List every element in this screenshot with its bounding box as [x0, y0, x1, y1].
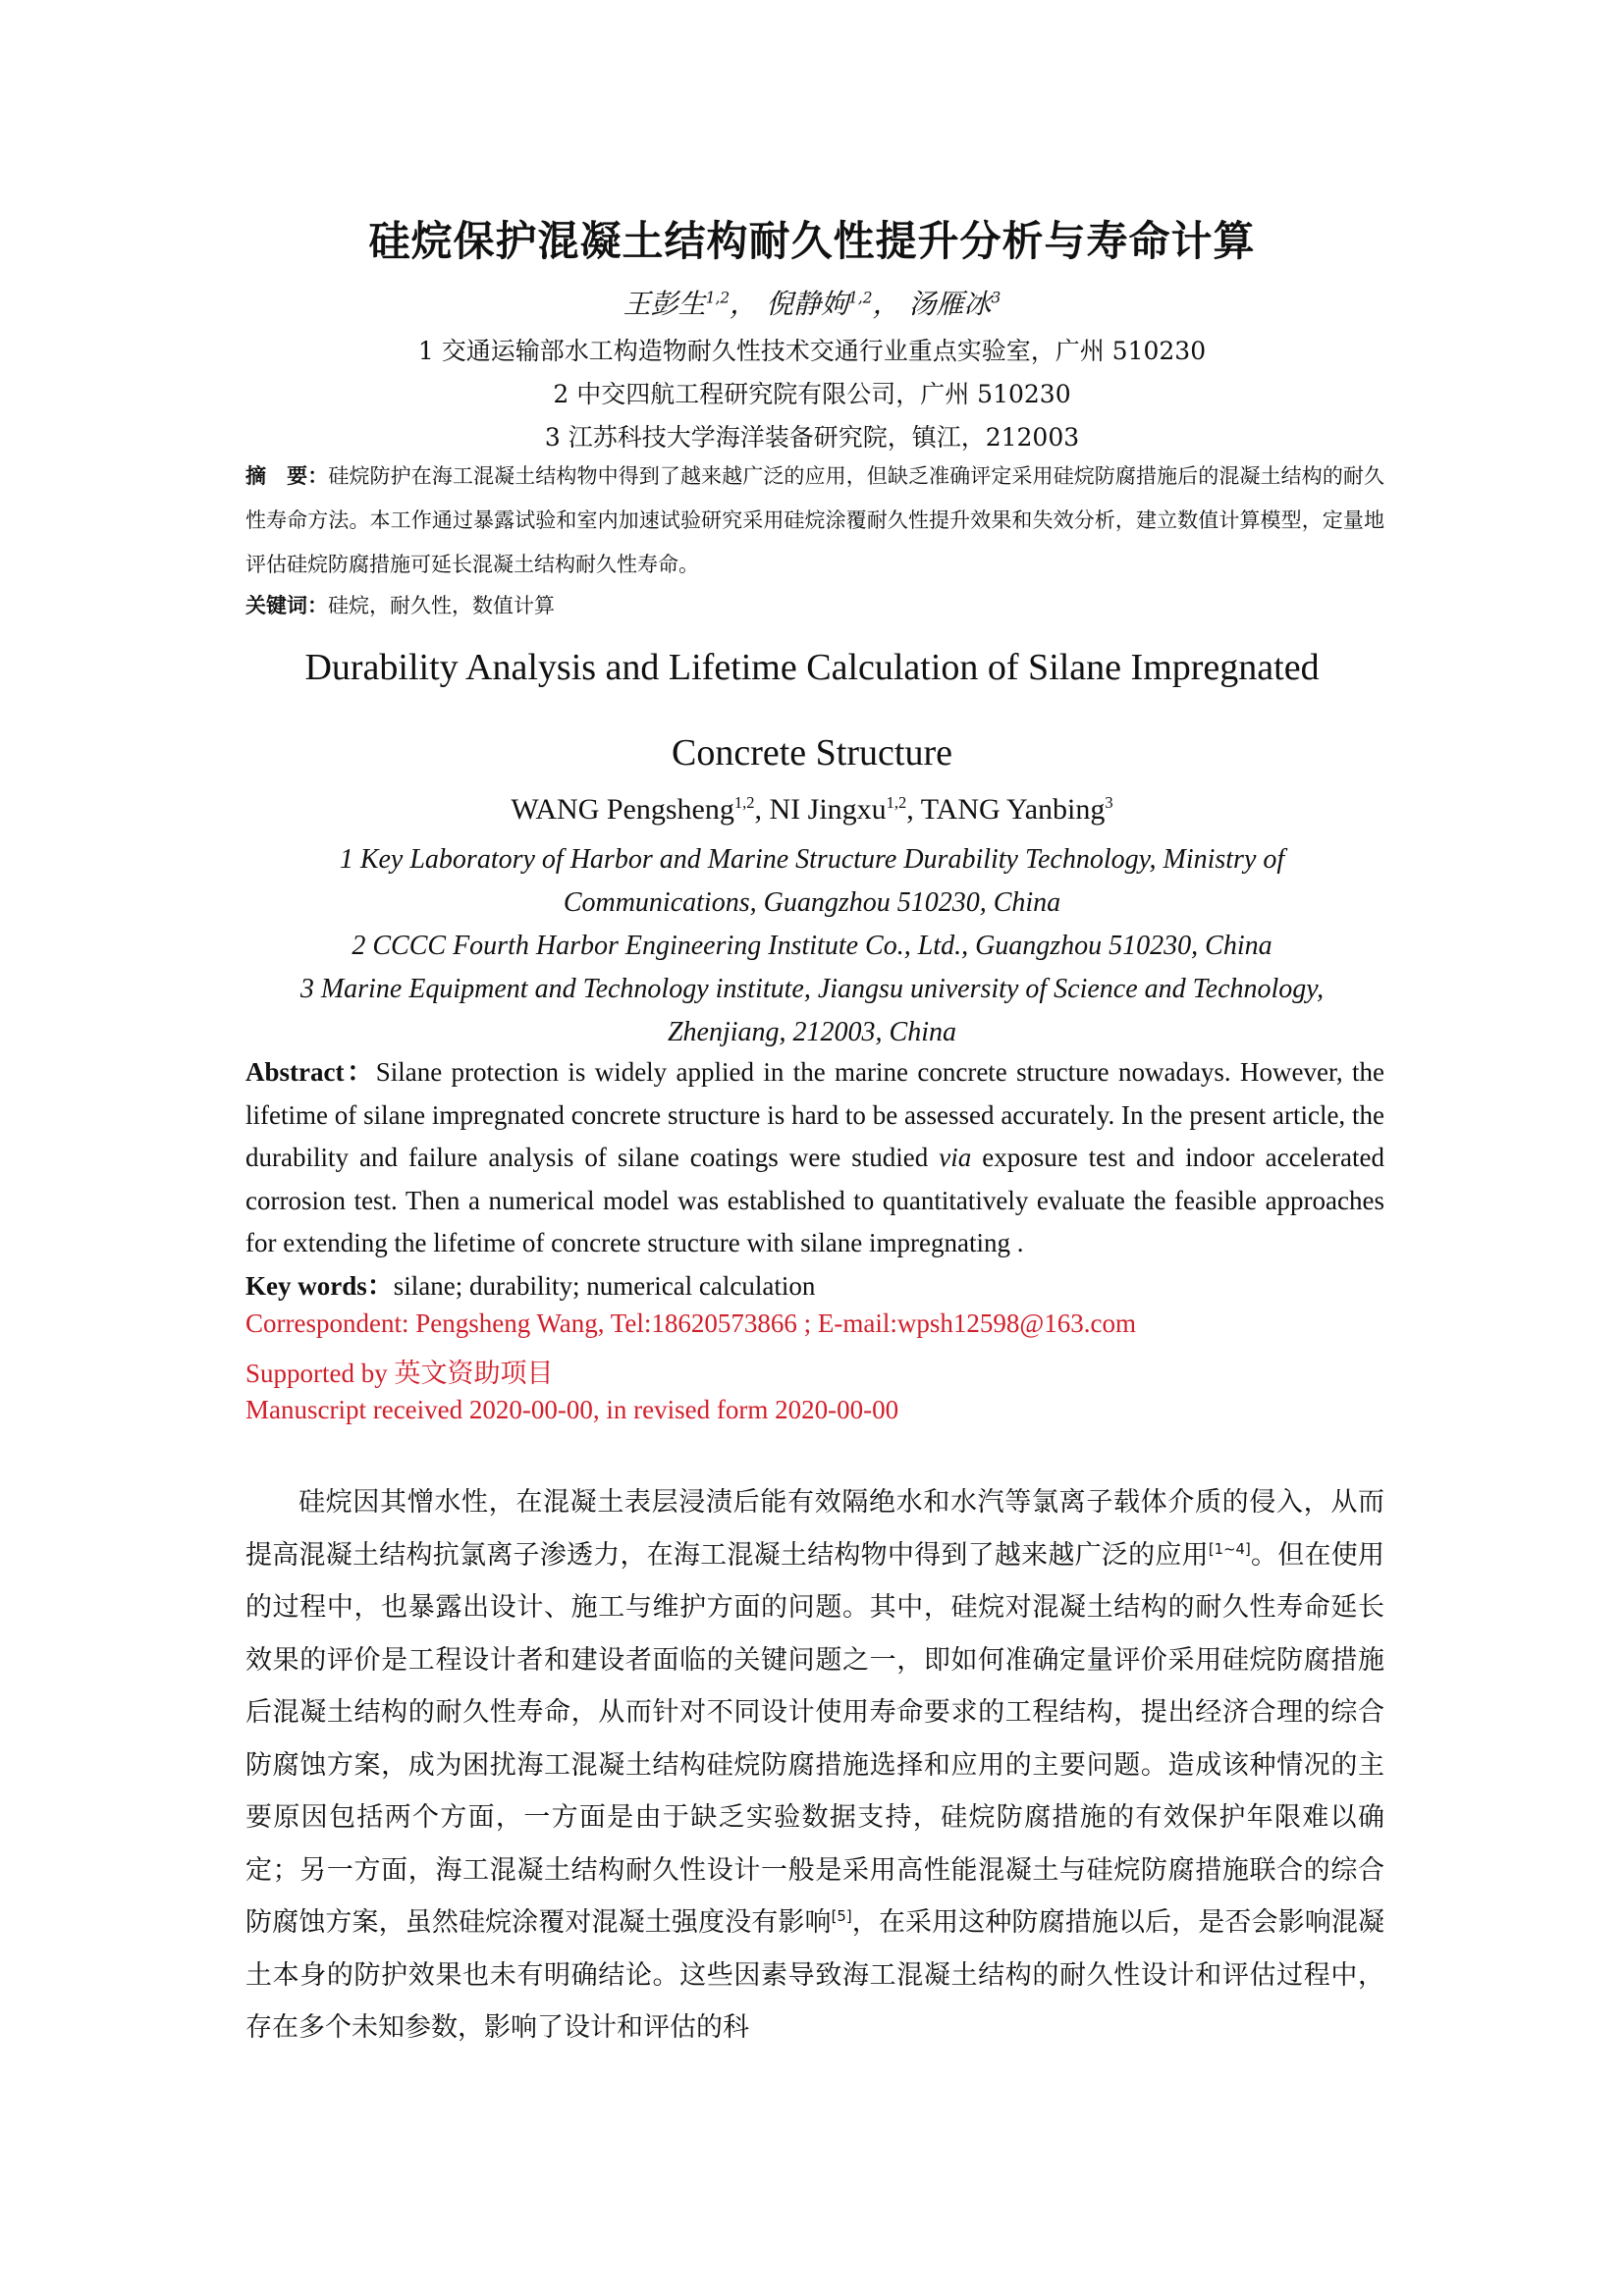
en-affiliation-line-2: Communications, Guangzhou 510230, China [563, 887, 1061, 918]
cn-authors [0, 283, 1624, 322]
body-text-part-3: ，在采用这种防腐措施以后，是否会影响混凝土本身的防护效果也未有明确结论。这些因素导致海工混凝土结构的耐久性设计和评估过程中，存在多个未知参数，影响了设计和评估的科 [245, 1907, 1385, 2043]
cn-author-1: 王彭生 [623, 288, 706, 320]
en-abstract-via: via [939, 1143, 972, 1172]
cn-affiliation-1: 1 交通运输部水工构造物耐久性技术交通行业重点实验室，广州 510230 [417, 337, 1207, 365]
en-affiliation-line-5: Zhenjiang, 212003, China [667, 1017, 956, 1047]
body-paragraph-1 [245, 1476, 1384, 2055]
en-keywords-label: Key words： [245, 1271, 394, 1301]
manuscript-line: Manuscript received 2020-00-00, in revised form 2020-00-00 [245, 1395, 899, 1424]
cn-author-sep: ， [872, 288, 900, 320]
cn-keywords [245, 586, 1384, 625]
en-author-1-sup: 1,2 [733, 793, 755, 812]
en-affiliation-line-1: 1 Key Laboratory of Harbor and Marine Structure Durability Technology, Ministry of [339, 844, 1285, 875]
en-author-3: TANG Yanbing [920, 793, 1106, 826]
en-authors: WANG Pengsheng$^{1,2}$, NI Jingxu$^{1,2}$, TANG Yanbing$^3$ [511, 793, 1113, 826]
body-text-part-2: 。但在使用的过程中，也暴露出设计、施工与维护方面的问题。其中，硅烷对混凝土结构的耐久性寿命延长效果的评价是工程设计者和建设者面临的关键问题之一，即如何准确定量评价采用硅烷防腐措施后混凝土结构的耐久性寿命，从而针对不同设计使用寿命要求的工程结构，提出经济合理的综合防腐蚀方案，成为困扰海工混凝土结构硅烷防腐措施选择和应用的主要问题。造成该种情况的主要原因包括两个方面，一方面是由于缺乏实验数据支持，硅烷防腐措施的有效保护年限难以确定；另一方面，海工混凝土结构耐久性设计一般是采用高性能混凝土与硅烷防腐措施联合的综合防腐蚀方案，虽然硅烷涂覆对混凝土强度没有影响 [245, 1539, 1385, 1938]
citation-5: [5] [831, 1907, 852, 1925]
en-author-3-sup: 3 [1105, 793, 1113, 812]
en-abstract-label: Abstract： [245, 1057, 376, 1087]
citation-1-4: [1~4] [1208, 1539, 1251, 1558]
en-keywords-text: silane; durability; numerical calculation [393, 1271, 816, 1301]
cn-abstract [245, 454, 1384, 587]
cn-author-3-sup: 3 [991, 289, 1001, 307]
cn-author-sep: ， [730, 288, 758, 320]
en-title-line-2: Concrete Structure [672, 732, 952, 774]
cn-abstract-label: 摘 要： [245, 464, 329, 488]
en-abstract [245, 1051, 1384, 1265]
en-author-2-sup: 1,2 [886, 793, 907, 812]
cn-affiliation-2: 2 中交四航工程研究院有限公司，广州 510230 [553, 380, 1071, 408]
supported-line: Supported by 英文资助项目 [245, 1359, 554, 1388]
en-affiliation-line-3: 2 CCCC Fourth Harbor Engineering Institute Co., Ltd., Guangzhou 510230, China [352, 931, 1272, 961]
cn-title: 硅烷保护混凝土结构耐久性提升分析与寿命计算 [368, 217, 1256, 265]
cn-keywords-label: 关键词： [245, 594, 328, 617]
cn-author-1-sup: 1,2 [705, 289, 731, 307]
body-text [245, 1476, 1384, 2055]
body-text-part-1: 硅烷因其憎水性，在混凝土表层浸渍后能有效隔绝水和水汽等氯离子载体介质的侵入，从而提高混凝土结构抗氯离子渗透力，在海工混凝土结构物中得到了越来越广泛的应用 [245, 1487, 1384, 1571]
cn-abstract-text: 硅烷防护在海工混凝土结构物中得到了越来越广泛的应用，但缺乏准确评定采用硅烷防腐措施后的混凝土结构的耐久性寿命方法。本工作通过暴露试验和室内加速试验研究采用硅烷涂覆耐久性提升效果和失效分析，建立数值计算模型，定量地评估硅烷防腐措施可延长混凝土结构耐久性寿命。 [245, 464, 1384, 576]
correspondent-line: Correspondent: Pengsheng Wang, Tel:18620573866 ; E-mail:wpsh12598@163.com [245, 1308, 1136, 1338]
en-abstract-text-1: Silane protection is widely applied in the marine concrete structure nowadays. However, the lifetime of silane impregnated concrete structure is hard to be assessed accurately. In the present article, the durability and failure analysis of silane coatings were studied [245, 1057, 1384, 1172]
en-title-line-1: Durability Analysis and Lifetime Calculation of Silane Impregnated [304, 647, 1320, 688]
en-author-2: NI Jingxu [769, 793, 887, 826]
cn-keywords-text: 硅烷，耐久性，数值计算 [328, 594, 555, 617]
en-keywords [245, 1265, 1384, 1308]
cn-affiliation-3: 3 江苏科技大学海洋装备研究院，镇江，212003 [544, 423, 1080, 452]
cn-author-3: 汤雁冰 [908, 288, 992, 320]
en-abstract-text-2: exposure test and indoor accelerated corrosion test. Then a numerical model was established to quantitatively evaluate the feasible approaches for extending the lifetime of concrete structure with silane impregnating . [245, 1143, 1384, 1257]
en-author-1: WANG Pengsheng [511, 793, 734, 826]
cn-author-2: 倪静姁 [766, 288, 849, 320]
en-affiliation-line-4: 3 Marine Equipment and Technology institute, Jiangsu university of Science and Technology, [299, 974, 1325, 1004]
cn-author-2-sup: 1,2 [848, 289, 873, 307]
